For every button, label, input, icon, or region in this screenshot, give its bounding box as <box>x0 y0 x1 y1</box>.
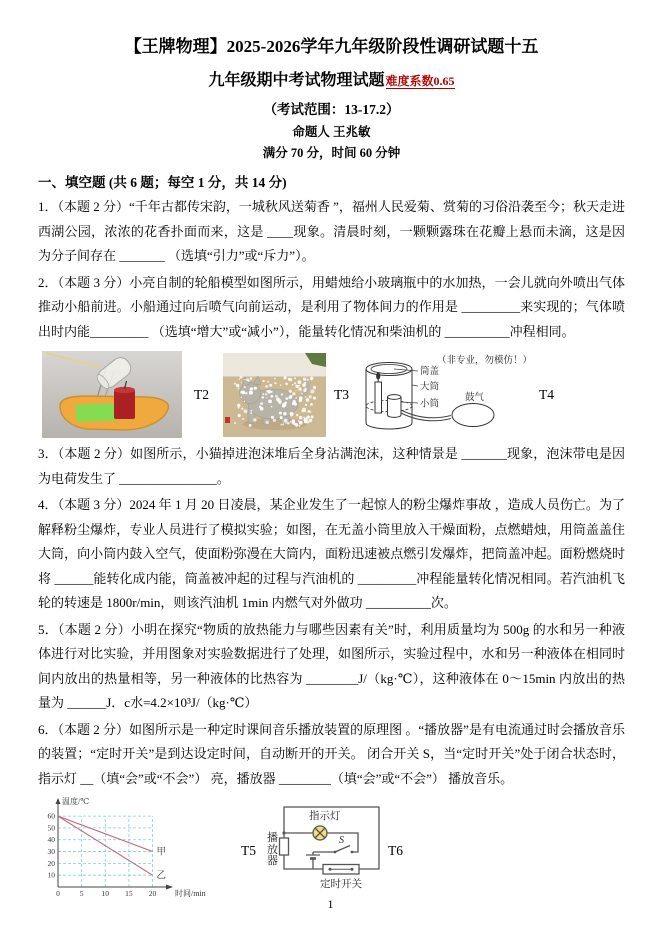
svg-text:0: 0 <box>56 889 60 898</box>
foam-cat-photo <box>223 353 326 437</box>
svg-text:20: 20 <box>47 858 55 868</box>
exam-author: 命题人 王兆敏 <box>292 125 371 139</box>
green-pad-shape <box>76 403 119 421</box>
svg-text:乙: 乙 <box>156 871 167 882</box>
document-subtitle-line <box>38 70 625 92</box>
svg-text:10: 10 <box>47 870 55 880</box>
question-6: 6．（本题 2 分）如图所示是一种定时课间音乐播放装置的原理图 。“播放器”是有电流通过时会播放音乐的装置；“定时开关”是到达设定时间，自动断开的开关。 闭合开关 S，当“定时开关”处于闭合状态时，指示灯 __（填“会”或“不会”） 亮，播放器 ________（填“会”或“不会”） 播放音乐。 <box>38 721 625 786</box>
small-cylinder-shape <box>387 395 401 418</box>
figure-row-1 <box>42 349 625 440</box>
svg-text:40: 40 <box>47 835 55 845</box>
switch-blade-shape <box>335 846 350 853</box>
timer-switch-shape <box>323 865 359 875</box>
cooling-chart <box>38 793 213 908</box>
figure-row-2 <box>38 793 625 908</box>
exam-scope: （考试范围：13-17.2） <box>263 102 400 117</box>
document-header <box>38 36 625 162</box>
svg-text:50: 50 <box>47 823 55 833</box>
section-heading: 一、填空题 (共 6 题；每空 1 分，共 14 分) <box>38 175 287 190</box>
svg-text:20: 20 <box>148 889 157 898</box>
page-number: 1 <box>327 897 334 911</box>
player-resistor-shape <box>280 838 289 855</box>
label-big-tube: 大筒 <box>420 382 440 393</box>
question-5: 5．（本题 2 分）小明在探究“物质的放热能力与哪些因素有关”时，利用质量均为 500g 的水和另一种液体进行对比实验，并用图象对实验数据进行了处理，如图所示，实验过程中，水和另一种液体在相同时间内放出的热量相等，另一种液体的比热容为 ________J/（kg·℃），这种液体在 0～15min 内放出的热量为 ______J．c水=4.2×10³J/（kg·℃） <box>38 621 625 710</box>
boat-model-photo <box>42 351 182 438</box>
battery-icon <box>306 852 320 869</box>
label-player: 播放器 <box>267 832 278 867</box>
question-2: 2．（本题 3 分）小亮自制的轮船模型如图所示，用蜡烛给小玻璃瓶中的水加热，一会儿就向外喷出气体推动小船前进。小船通过向后喷气向前运动，是利用了物体间力的作用是 _________来实现的；气体喷出时内能_________ （选填“增大”或“减小”），能量转化情况和柴油机的 __________冲程相同。 <box>38 274 625 339</box>
exam-score-time: 满分 70 分，时间 60 分钟 <box>262 146 401 160</box>
air-tube-shape <box>401 410 451 421</box>
figure-label-t5: T5 <box>241 842 256 858</box>
circuit-svg <box>266 800 386 896</box>
dust-explosion-diagram <box>361 349 529 440</box>
svg-text:5: 5 <box>79 889 84 898</box>
pump-bulb-shape <box>452 404 494 427</box>
document-title: 【王牌物理】2025-2026学年九年级阶段性调研试题十五 <box>124 37 539 56</box>
question-3: 3．（本题 2 分）如图所示，小猫掉进泡沫堆后全身沾满泡沫，这种情景是 _______现象，泡沫带电是因为电荷发生了 _______________。 <box>38 446 625 486</box>
figure-label-t2: T2 <box>194 386 209 402</box>
svg-text:30: 30 <box>47 847 55 857</box>
label-pump: 鼓气 <box>465 393 485 403</box>
svg-text:甲: 甲 <box>156 847 167 858</box>
candle-in-cylinder-shape <box>375 373 382 413</box>
svg-text:60: 60 <box>47 811 55 821</box>
svg-text:温度/℃: 温度/℃ <box>62 797 90 806</box>
figure-label-t6: T6 <box>388 842 403 858</box>
label-timer-switch: 定时开关 <box>320 879 362 890</box>
circuit-diagram <box>266 800 386 901</box>
dust-explosion-svg <box>361 349 529 435</box>
label-small-tube: 小筒 <box>420 399 440 410</box>
label-switch-s: S <box>339 835 344 846</box>
red-mark-shape <box>225 417 230 423</box>
diagram-warning-text: （非专业，勿模仿！） <box>437 356 529 366</box>
svg-text:15: 15 <box>125 889 133 898</box>
label-lid: 筒盖 <box>420 367 440 377</box>
label-indicator-lamp: 指示灯 <box>309 811 341 822</box>
svg-text:10: 10 <box>101 889 110 898</box>
figure-label-t3: T3 <box>334 386 349 402</box>
question-4: 4．（本题 3 分）2024 年 1 月 20 日凌晨，某企业发生了一起惊人的粉尘爆炸事故 ，造成人员伤亡。为了解释粉尘爆炸，专业人员进行了模拟实验；如图，在无盖小筒里放入干燥面粉，点燃蜡烛，用筒盖盖住大筒，向小筒内鼓入空气，使面粉弥漫在大筒内，面粉迅速被点燃引发爆炸，把筒盖冲起。面粉燃烧时将 ______能转化成内能，筒盖被冲起的过程与汽油机的 _________冲程能量转化情况相同。若汽油机飞轮的转速是 1800r/min，则该汽油机 1min 内燃气对外做功 __________次。 <box>38 497 625 610</box>
cooling-chart-svg <box>38 793 213 903</box>
figure-label-t4: T4 <box>539 386 554 402</box>
difficulty-coefficient: 难度系数0.65 <box>385 74 455 88</box>
svg-text:时间/min: 时间/min <box>175 889 206 898</box>
exam-subtitle: 九年级期中考试物理试题 <box>208 72 385 89</box>
question-1: 1．（本题 2 分）“千年古都传宋韵，一城秋风送菊香 ”，福州人民爱菊、赏菊的习俗沿袭至今；秋天走进西湖公园，浓浓的花香扑面而来，这是 ____现象。清晨时刻，一颗颗露珠在花瓣上悬而未滴，这是因为分子间存在 _______ （选填“引力”或“斥力”）。 <box>38 199 625 263</box>
